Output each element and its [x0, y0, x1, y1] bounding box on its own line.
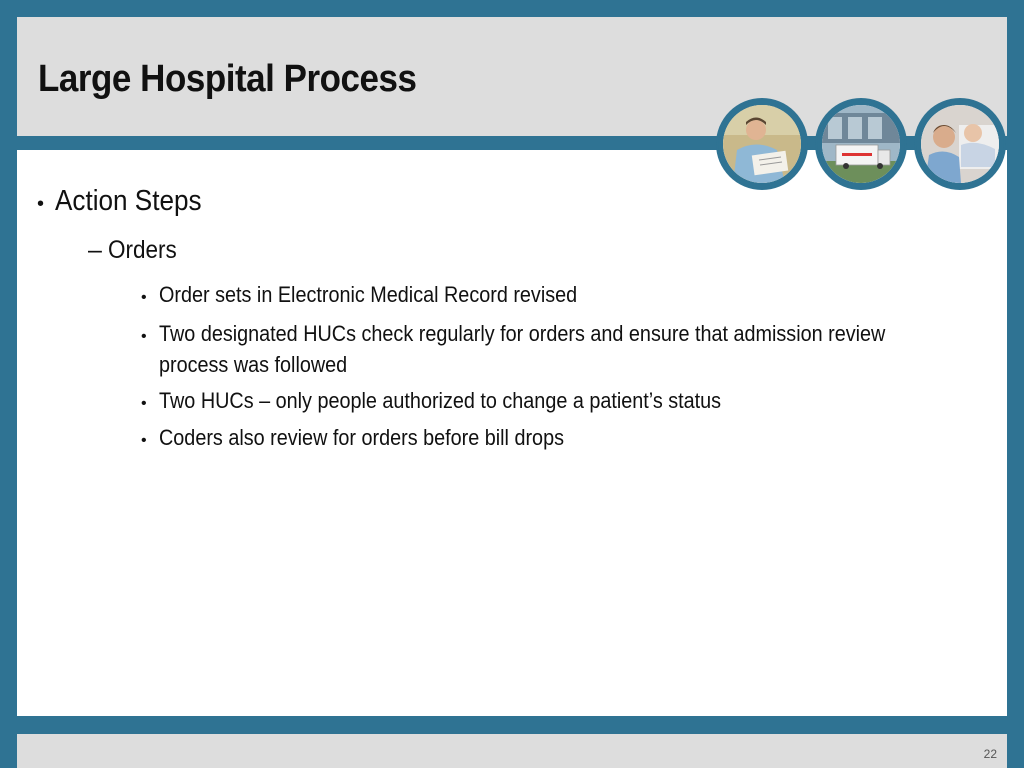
bullet-text: Two designated HUCs check regularly for orders and ensure that admission review process was followed — [159, 321, 886, 377]
bullet-item-level3 — [141, 425, 609, 451]
bullet-marker: • — [37, 193, 45, 215]
footer-band — [17, 734, 1007, 768]
bullet-marker: • — [141, 432, 147, 449]
nurse-patient-photo-icon — [916, 100, 1004, 188]
bullet-marker: • — [141, 395, 147, 412]
bullet-item-level2 — [88, 236, 184, 265]
bullet-item-level3 — [141, 318, 979, 380]
bullet-text: Order sets in Electronic Medical Record revised — [159, 282, 578, 307]
ambulance-photo-icon — [817, 100, 905, 188]
bullet-item-level3 — [141, 388, 784, 414]
bullet-marker: • — [141, 328, 147, 345]
bullet-text: Coders also review for orders before bill drops — [159, 425, 564, 450]
doctor-writing-photo-icon — [718, 100, 806, 188]
bullet-text: Two HUCs – only people authorized to change a patient’s status — [159, 388, 722, 413]
slide-title: Large Hospital Process — [38, 58, 417, 100]
page-number: 22 — [983, 747, 997, 761]
bullet-item-level1 — [37, 185, 218, 218]
bullet-text: Orders — [108, 236, 177, 264]
bullet-marker: • — [141, 289, 147, 306]
dash-marker: – — [88, 236, 102, 264]
bullet-text: Action Steps — [55, 185, 202, 217]
bullet-item-level3 — [141, 282, 624, 308]
